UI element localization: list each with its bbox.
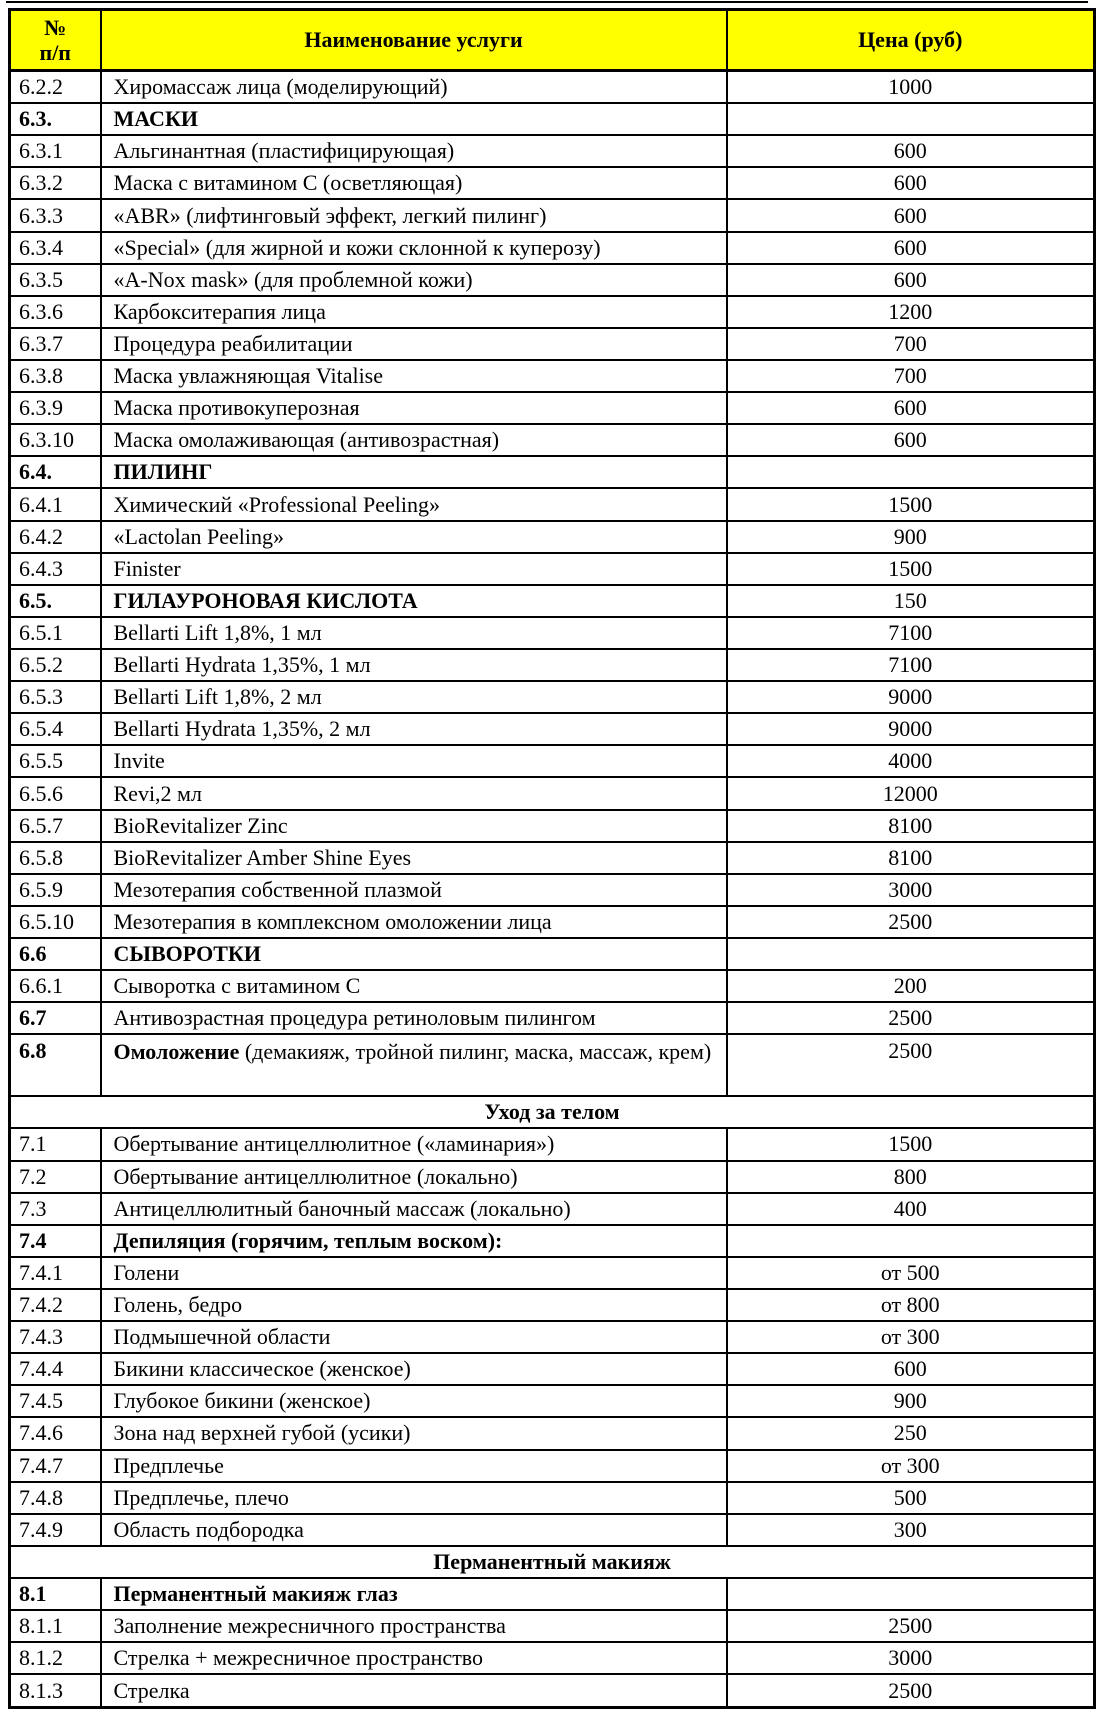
service-name-cell: «Special» (для жирной и кожи склонной к куперозу) — [101, 232, 727, 264]
service-row — [10, 874, 1095, 906]
row-number-cell: 6.5.3 — [10, 681, 101, 713]
row-number-cell: 6.3.7 — [10, 328, 101, 360]
service-row — [10, 970, 1095, 1002]
price-cell: от 300 — [727, 1321, 1095, 1353]
service-row — [10, 135, 1095, 167]
price-cell: 7100 — [727, 617, 1095, 649]
service-row — [10, 585, 1095, 617]
price-cell: 1500 — [727, 553, 1095, 585]
row-number-cell: 8.1.3 — [10, 1674, 101, 1707]
price-cell: 600 — [727, 1353, 1095, 1385]
row-number-cell: 6.6.1 — [10, 970, 101, 1002]
price-cell: 600 — [727, 167, 1095, 199]
service-name-cell: Область подбородка — [101, 1514, 727, 1546]
service-row — [10, 167, 1095, 199]
cropped-previous-table-edge — [6, 1, 1088, 3]
service-row — [10, 617, 1095, 649]
row-number-cell: 6.3.1 — [10, 135, 101, 167]
service-name-cell: Стрелка — [101, 1674, 727, 1707]
price-cell: 200 — [727, 970, 1095, 1002]
price-cell: 150 — [727, 585, 1095, 617]
service-name-cell: Bellarti Lift 1,8%, 2 мл — [101, 681, 727, 713]
price-cell: 2500 — [727, 906, 1095, 938]
row-number-cell: 7.4.7 — [10, 1450, 101, 1482]
service-row — [10, 1128, 1095, 1160]
row-number-cell: 6.4. — [10, 456, 101, 488]
row-number-cell: 6.3.2 — [10, 167, 101, 199]
service-row — [10, 810, 1095, 842]
service-name-cell: Bellarti Lift 1,8%, 1 мл — [101, 617, 727, 649]
price-cell: 8100 — [727, 810, 1095, 842]
service-name-cell: «ABR» (лифтинговый эффект, легкий пилинг) — [101, 199, 727, 231]
price-cell: 1000 — [727, 71, 1095, 104]
row-number-cell: 7.3 — [10, 1193, 101, 1225]
service-name-cell: Предплечье — [101, 1450, 727, 1482]
row-number-cell: 6.5.1 — [10, 617, 101, 649]
service-name-cell: ГИЛАУРОНОВАЯ КИСЛОТА — [101, 585, 727, 617]
price-cell: 2500 — [727, 1002, 1095, 1034]
service-name-cell: Перманентный макияж глаз — [101, 1578, 727, 1610]
price-cell: 4000 — [727, 745, 1095, 777]
service-name-cell: Химический «Professional Peeling» — [101, 488, 727, 520]
service-row — [10, 553, 1095, 585]
service-name-cell: BioRevitalizer Zinc — [101, 810, 727, 842]
row-number-cell: 7.4.1 — [10, 1257, 101, 1289]
service-row — [10, 488, 1095, 520]
service-name-cell: Омоложение (демакияж, тройной пилинг, маска, массаж, крем) — [101, 1034, 727, 1096]
service-name-cell: ПИЛИНГ — [101, 456, 727, 488]
row-number-cell: 6.6 — [10, 938, 101, 970]
price-cell: от 300 — [727, 1450, 1095, 1482]
row-number-cell: 7.4.4 — [10, 1353, 101, 1385]
header-price-col: Цена (руб) — [727, 10, 1095, 71]
service-name-cell: Голень, бедро — [101, 1289, 727, 1321]
row-number-cell: 7.4.8 — [10, 1482, 101, 1514]
service-row — [10, 296, 1095, 328]
price-cell: 300 — [727, 1514, 1095, 1546]
price-cell: 9000 — [727, 713, 1095, 745]
row-number-cell: 6.5.2 — [10, 649, 101, 681]
service-name-cell: Сыворотка с витамином С — [101, 970, 727, 1002]
row-number-cell: 6.5.7 — [10, 810, 101, 842]
service-name-cell: Антицеллюлитный баночный массаж (локально) — [101, 1193, 727, 1225]
price-cell: от 500 — [727, 1257, 1095, 1289]
service-name-cell: СЫВОРОТКИ — [101, 938, 727, 970]
price-cell: 600 — [727, 199, 1095, 231]
service-row — [10, 906, 1095, 938]
row-number-cell: 6.2.2 — [10, 71, 101, 104]
service-name-cell: Процедура реабилитации — [101, 328, 727, 360]
service-row — [10, 1385, 1095, 1417]
price-cell: 1200 — [727, 296, 1095, 328]
price-cell: 8100 — [727, 842, 1095, 874]
row-number-cell: 6.3.10 — [10, 424, 101, 456]
service-name-cell: Обертывание антицеллюлитное (локально) — [101, 1161, 727, 1193]
price-cell: 3000 — [727, 1642, 1095, 1674]
service-row — [10, 938, 1095, 970]
price-cell: 700 — [727, 360, 1095, 392]
row-number-cell: 6.4.3 — [10, 553, 101, 585]
service-row — [10, 1450, 1095, 1482]
service-row — [10, 1193, 1095, 1225]
service-name-cell: Маска увлажняющая Vitalise — [101, 360, 727, 392]
row-number-cell: 6.4.2 — [10, 521, 101, 553]
service-name-cell: Revi,2 мл — [101, 777, 727, 809]
row-number-cell: 6.5.8 — [10, 842, 101, 874]
service-row — [10, 1225, 1095, 1257]
service-row — [10, 264, 1095, 296]
service-name-cell: Bellarti Hydrata 1,35%, 2 мл — [101, 713, 727, 745]
service-row — [10, 360, 1095, 392]
table-header-row — [10, 10, 1095, 71]
price-cell: 600 — [727, 135, 1095, 167]
row-number-cell: 6.5.4 — [10, 713, 101, 745]
service-row — [10, 392, 1095, 424]
price-cell — [727, 1225, 1095, 1257]
service-name-cell: Антивозрастная процедура ретиноловым пилингом — [101, 1002, 727, 1034]
price-cell: 1500 — [727, 1128, 1095, 1160]
row-number-cell: 6.3.6 — [10, 296, 101, 328]
price-cell: 2500 — [727, 1674, 1095, 1707]
price-cell: от 800 — [727, 1289, 1095, 1321]
service-name-cell: Мезотерапия собственной плазмой — [101, 874, 727, 906]
service-name-cell: Мезотерапия в комплексном омоложении лица — [101, 906, 727, 938]
service-name-cell: Стрелка + межресничное пространство — [101, 1642, 727, 1674]
service-row — [10, 71, 1095, 104]
service-row — [10, 1482, 1095, 1514]
row-number-cell: 8.1 — [10, 1578, 101, 1610]
row-number-cell: 6.3. — [10, 103, 101, 135]
service-row — [10, 1674, 1095, 1707]
row-number-cell: 6.4.1 — [10, 488, 101, 520]
row-number-cell: 7.1 — [10, 1128, 101, 1160]
row-number-cell: 8.1.2 — [10, 1642, 101, 1674]
service-name-cell: BioRevitalizer Amber Shine Eyes — [101, 842, 727, 874]
price-cell — [727, 103, 1095, 135]
service-name-cell: Карбокситерапия лица — [101, 296, 727, 328]
service-row — [10, 424, 1095, 456]
service-row — [10, 649, 1095, 681]
service-name-cell: Депиляция (горячим, теплым воском): — [101, 1225, 727, 1257]
service-row — [10, 1321, 1095, 1353]
service-name-cell: Маска омолаживающая (антивозрастная) — [101, 424, 727, 456]
price-cell: 600 — [727, 232, 1095, 264]
service-row — [10, 521, 1095, 553]
service-name-cell: Голени — [101, 1257, 727, 1289]
row-number-cell: 8.1.1 — [10, 1610, 101, 1642]
price-cell: 700 — [727, 328, 1095, 360]
row-number-cell: 6.7 — [10, 1002, 101, 1034]
service-row — [10, 103, 1095, 135]
service-row — [10, 1578, 1095, 1610]
category-row — [10, 1546, 1095, 1578]
row-number-cell: 7.4.5 — [10, 1385, 101, 1417]
service-row — [10, 1161, 1095, 1193]
service-row — [10, 199, 1095, 231]
price-cell — [727, 1578, 1095, 1610]
price-cell: 3000 — [727, 874, 1095, 906]
service-row — [10, 681, 1095, 713]
service-name-cell: Предплечье, плечо — [101, 1482, 727, 1514]
service-name-cell: Обертывание антицеллюлитное («ламинария») — [101, 1128, 727, 1160]
price-table — [8, 8, 1096, 1709]
row-number-cell: 7.4 — [10, 1225, 101, 1257]
service-name-cell: Глубокое бикини (женское) — [101, 1385, 727, 1417]
service-row — [10, 1289, 1095, 1321]
service-row — [10, 713, 1095, 745]
service-name-cell: Finister — [101, 553, 727, 585]
service-row — [10, 456, 1095, 488]
price-cell: 600 — [727, 264, 1095, 296]
price-cell: 9000 — [727, 681, 1095, 713]
row-number-cell: 6.3.4 — [10, 232, 101, 264]
service-row — [10, 1257, 1095, 1289]
service-row — [10, 1417, 1095, 1449]
service-row — [10, 1514, 1095, 1546]
service-row — [10, 777, 1095, 809]
price-cell: 2500 — [727, 1610, 1095, 1642]
service-name-cell: «Lactolan Peeling» — [101, 521, 727, 553]
service-name-cell: Заполнение межресничного пространства — [101, 1610, 727, 1642]
category-title: Уход за телом — [10, 1096, 1095, 1128]
price-cell: 12000 — [727, 777, 1095, 809]
service-row — [10, 745, 1095, 777]
price-cell: 1500 — [727, 488, 1095, 520]
service-row — [10, 1353, 1095, 1385]
service-name-cell: Подмышечной области — [101, 1321, 727, 1353]
service-name-cell: Альгинантная (пластифицирующая) — [101, 135, 727, 167]
service-row — [10, 328, 1095, 360]
price-cell: 400 — [727, 1193, 1095, 1225]
price-table-body — [10, 71, 1095, 1708]
header-service-col: Наименование услуги — [101, 10, 727, 71]
row-number-cell: 6.3.8 — [10, 360, 101, 392]
service-name-cell: Бикини классическое (женское) — [101, 1353, 727, 1385]
price-cell — [727, 938, 1095, 970]
price-cell: 7100 — [727, 649, 1095, 681]
service-name-cell: МАСКИ — [101, 103, 727, 135]
row-number-cell: 6.3.3 — [10, 199, 101, 231]
service-name-cell: Invite — [101, 745, 727, 777]
row-number-cell: 6.3.5 — [10, 264, 101, 296]
service-name-cell: «A-Nox mask» (для проблемной кожи) — [101, 264, 727, 296]
service-name-cell: Маска противокуперозная — [101, 392, 727, 424]
row-number-cell: 7.4.6 — [10, 1417, 101, 1449]
category-title: Перманентный макияж — [10, 1546, 1095, 1578]
header-number-col — [10, 10, 101, 71]
service-name-cell: Bellarti Hydrata 1,35%, 1 мл — [101, 649, 727, 681]
category-row — [10, 1096, 1095, 1128]
row-number-cell: 6.5.5 — [10, 745, 101, 777]
price-cell: 2500 — [727, 1034, 1095, 1096]
price-cell: 250 — [727, 1417, 1095, 1449]
row-number-cell: 7.2 — [10, 1161, 101, 1193]
service-row — [10, 1610, 1095, 1642]
service-row — [10, 842, 1095, 874]
row-number-cell: 6.5.10 — [10, 906, 101, 938]
service-row — [10, 1002, 1095, 1034]
row-number-cell: 6.8 — [10, 1034, 101, 1096]
row-number-cell: 6.5.9 — [10, 874, 101, 906]
row-number-cell: 6.5. — [10, 585, 101, 617]
price-cell: 800 — [727, 1161, 1095, 1193]
price-cell: 500 — [727, 1482, 1095, 1514]
header-number-line1: № — [44, 14, 67, 40]
service-name-cell: Маска с витамином С (осветляющая) — [101, 167, 727, 199]
row-number-cell: 6.5.6 — [10, 777, 101, 809]
service-name-cell: Зона над верхней губой (усики) — [101, 1417, 727, 1449]
row-number-cell: 7.4.9 — [10, 1514, 101, 1546]
row-number-cell: 7.4.2 — [10, 1289, 101, 1321]
price-cell: 600 — [727, 392, 1095, 424]
price-cell — [727, 456, 1095, 488]
service-row — [10, 1034, 1095, 1096]
service-row — [10, 1642, 1095, 1674]
row-number-cell: 7.4.3 — [10, 1321, 101, 1353]
service-name-cell: Хиромассаж лица (моделирующий) — [101, 71, 727, 104]
price-cell: 900 — [727, 521, 1095, 553]
header-number-line2: п/п — [39, 40, 71, 65]
service-row — [10, 232, 1095, 264]
price-cell: 600 — [727, 424, 1095, 456]
row-number-cell: 6.3.9 — [10, 392, 101, 424]
price-cell: 900 — [727, 1385, 1095, 1417]
